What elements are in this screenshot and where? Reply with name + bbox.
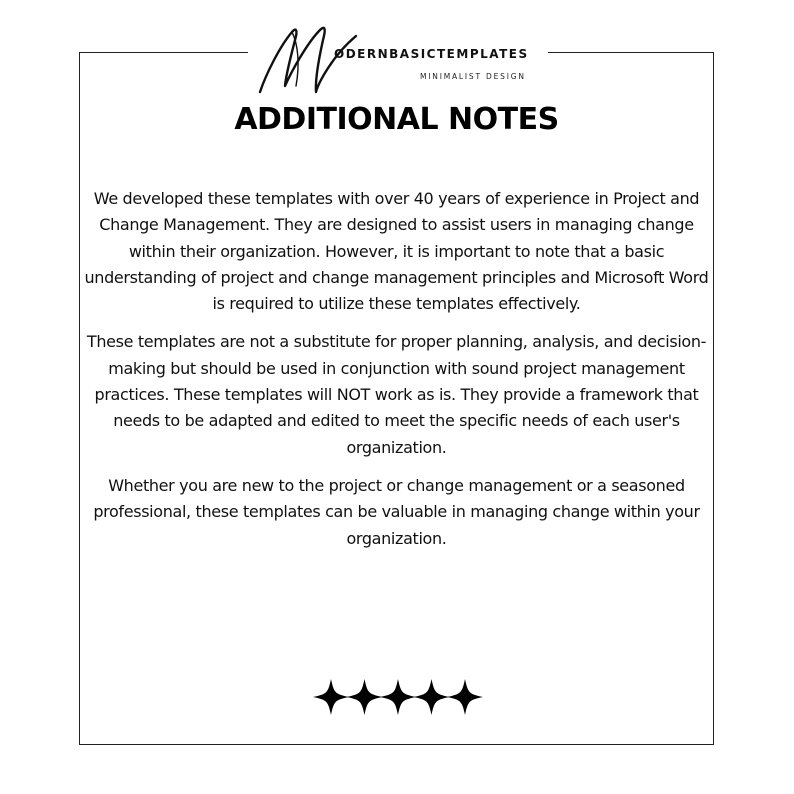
- sparkle-star-icon: [347, 679, 383, 715]
- paragraph-disclaimer: These templates are not a substitute for proper planning, analysis, and decision-making but should be used in conjunction with sound project management practices. These templates will NOT work as is. They provide a framework that needs to be adapted and edited to meet the specific needs of each user's organization.: [86, 332, 707, 457]
- paragraph-audience: Whether you are new to the project or change management or a seasoned professional, these templates can be valuable in managing change within your organization.: [93, 475, 700, 548]
- sparkle-star-icon: [380, 679, 416, 715]
- rating-stars: [312, 678, 484, 716]
- sparkle-star-icon: [447, 679, 483, 715]
- notes-body: [80, 186, 713, 564]
- brand-tagline: MINIMALIST DESIGN: [420, 72, 526, 81]
- page-title: ADDITIONAL NOTES: [234, 102, 559, 137]
- sparkle-star-icon: [313, 679, 349, 715]
- brand-name: ODERNBASICTEMPLATES: [334, 47, 529, 61]
- sparkle-star-icon: [414, 679, 450, 715]
- paragraph-intro: We developed these templates with over 40 years of experience in Project and Change Management. They are designed to assist users in managing change within their organization. However, it is important to note that a basic understanding of project and change management principles and Microsoft Word is required to utilize these templates effectively.: [84, 189, 709, 314]
